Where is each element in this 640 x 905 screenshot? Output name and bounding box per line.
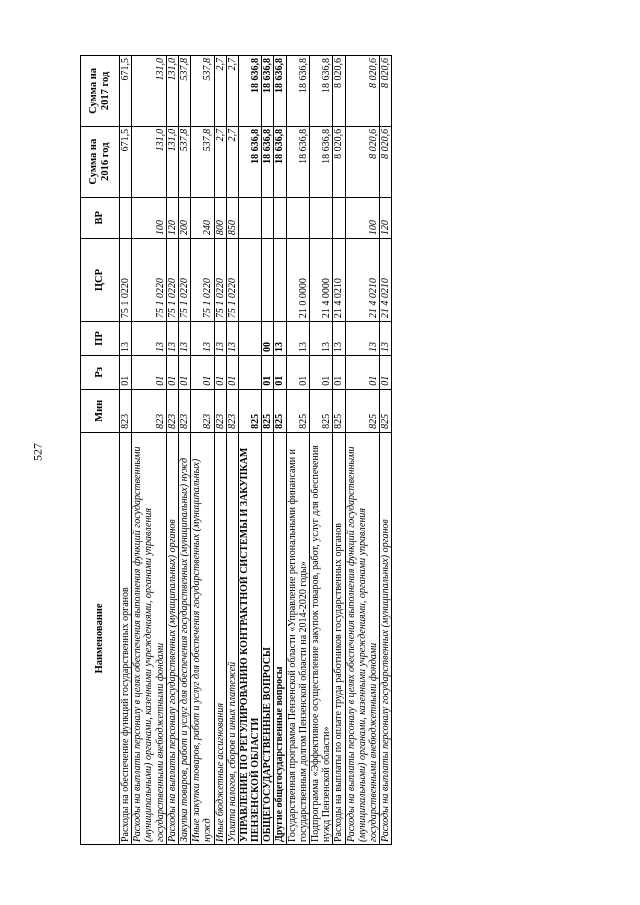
cell-vr: 200 <box>178 197 190 239</box>
cell-pr: 13 <box>274 322 286 356</box>
budget-table <box>80 55 392 845</box>
header-name: Наименование <box>81 432 120 844</box>
cell-sum-2016: 131,0 <box>132 126 167 197</box>
table-row <box>191 56 214 845</box>
table-row <box>380 56 392 845</box>
cell-sum-2016: 671,5 <box>120 126 132 197</box>
cell-min: 825 <box>286 389 309 432</box>
cell-min: 825 <box>333 389 345 432</box>
cell-rz: 01 <box>214 355 226 389</box>
cell-rz <box>238 355 261 389</box>
cell-pr: 13 <box>214 322 226 356</box>
cell-min: 823 <box>178 389 190 432</box>
header-rz: Рз <box>81 355 120 389</box>
cell-vr <box>238 197 261 239</box>
cell-sum-2016: 537,8 <box>178 126 190 197</box>
table-row <box>214 56 226 845</box>
cell-vr: 850 <box>226 197 238 239</box>
cell-csr: 75 1 0220 <box>178 239 190 322</box>
cell-rz: 01 <box>166 355 178 389</box>
cell-sum-2017: 131,0 <box>132 56 167 127</box>
cell-sum-2016: 18 636,8 <box>286 126 309 197</box>
cell-min: 823 <box>226 389 238 432</box>
cell-rz: 01 <box>226 355 238 389</box>
cell-pr: 13 <box>286 322 309 356</box>
cell-min: 823 <box>191 389 214 432</box>
cell-rz: 01 <box>286 355 309 389</box>
cell-sum-2016: 8 020,6 <box>333 126 345 197</box>
header-csr: ЦСР <box>81 239 120 322</box>
table-row <box>238 56 261 845</box>
header-sum-2016: Сумма на 2016 год <box>81 126 120 197</box>
cell-name: Расходы на выплаты по оплате труда работников государственных органов <box>333 432 345 844</box>
cell-name: Расходы на выплаты персоналу в целях обеспечения выполнения функций государственными (муниципальными) органами, казенными учреждениями, органами управления государственными внебюджетными фондами <box>132 432 167 844</box>
cell-sum-2016: 18 636,8 <box>274 126 286 197</box>
cell-csr: 21 4 0210 <box>380 239 392 322</box>
cell-name: Расходы на обеспечение функций государственных органов <box>120 432 132 844</box>
page-number: 527 <box>30 443 45 461</box>
table-row <box>286 56 309 845</box>
rotated-table-container <box>80 55 565 845</box>
cell-csr: 75 1 0220 <box>226 239 238 322</box>
cell-rz: 01 <box>132 355 167 389</box>
cell-rz: 01 <box>310 355 333 389</box>
table-row <box>132 56 167 845</box>
cell-min: 823 <box>120 389 132 432</box>
cell-sum-2016: 18 636,8 <box>238 126 261 197</box>
cell-sum-2017: 2,7 <box>214 56 226 127</box>
cell-vr <box>262 197 274 239</box>
table-row <box>262 56 274 845</box>
cell-csr: 21 4 0210 <box>333 239 345 322</box>
cell-vr <box>333 197 345 239</box>
cell-rz: 01 <box>191 355 214 389</box>
cell-rz: 01 <box>380 355 392 389</box>
cell-name: Расходы на выплаты персоналу в целях обеспечения выполнения функций государственными (муниципальными) органами, казенными учреждениями, органами управления государственными внебюджетными фондами <box>345 432 380 844</box>
cell-pr: 13 <box>166 322 178 356</box>
cell-sum-2017: 537,8 <box>191 56 214 127</box>
cell-rz: 01 <box>274 355 286 389</box>
cell-pr: 13 <box>120 322 132 356</box>
cell-csr: 21 0 0000 <box>286 239 309 322</box>
cell-rz: 01 <box>345 355 380 389</box>
cell-sum-2016: 8 020,6 <box>345 126 380 197</box>
table-row <box>274 56 286 845</box>
cell-sum-2016: 2,7 <box>214 126 226 197</box>
header-vr: ВР <box>81 197 120 239</box>
cell-name: ОБЩЕГОСУДАРСТВЕННЫЕ ВОПРОСЫ <box>262 432 274 844</box>
cell-min: 825 <box>274 389 286 432</box>
cell-min: 823 <box>166 389 178 432</box>
cell-sum-2017: 2,7 <box>226 56 238 127</box>
table-row <box>166 56 178 845</box>
cell-sum-2017: 18 636,8 <box>286 56 309 127</box>
cell-name: Иные закупки товаров, работ и услуг для обеспечения государственных (муниципальных) нужд <box>191 432 214 844</box>
header-min: Мин <box>81 389 120 432</box>
cell-sum-2017: 18 636,8 <box>262 56 274 127</box>
cell-vr: 120 <box>166 197 178 239</box>
cell-sum-2017: 131,0 <box>166 56 178 127</box>
cell-name: Закупка товаров, работ и услуг для обеспечения государственных (муниципальных) нужд <box>178 432 190 844</box>
cell-sum-2016: 131,0 <box>166 126 178 197</box>
cell-csr: 75 1 0220 <box>132 239 167 322</box>
cell-sum-2016: 18 636,8 <box>310 126 333 197</box>
cell-csr <box>274 239 286 322</box>
table-row <box>178 56 190 845</box>
cell-vr: 100 <box>132 197 167 239</box>
cell-pr <box>238 322 261 356</box>
cell-name: Подпрограмма «Эффективное осуществление закупок товаров, работ, услуг для обеспечения нужд Пензенской области» <box>310 432 333 844</box>
cell-vr <box>120 197 132 239</box>
cell-sum-2017: 8 020,6 <box>333 56 345 127</box>
cell-pr: 13 <box>345 322 380 356</box>
cell-rz: 01 <box>120 355 132 389</box>
cell-vr: 100 <box>345 197 380 239</box>
table-body <box>120 56 392 845</box>
table-row <box>120 56 132 845</box>
cell-vr: 240 <box>191 197 214 239</box>
cell-csr: 21 4 0000 <box>310 239 333 322</box>
cell-name: Расходы на выплаты персоналу государственных (муниципальных) органов <box>166 432 178 844</box>
cell-min: 825 <box>238 389 261 432</box>
cell-rz: 01 <box>333 355 345 389</box>
cell-min: 825 <box>310 389 333 432</box>
cell-sum-2017: 18 636,8 <box>238 56 261 127</box>
cell-csr <box>262 239 274 322</box>
table-header-row <box>81 56 120 845</box>
cell-sum-2017: 18 636,8 <box>274 56 286 127</box>
cell-min: 825 <box>380 389 392 432</box>
cell-name: Другие общегосударственные вопросы <box>274 432 286 844</box>
cell-vr: 120 <box>380 197 392 239</box>
table-row <box>333 56 345 845</box>
cell-sum-2017: 8 020,6 <box>345 56 380 127</box>
cell-pr: 13 <box>132 322 167 356</box>
cell-csr: 75 1 0220 <box>120 239 132 322</box>
cell-min: 823 <box>132 389 167 432</box>
cell-sum-2016: 2,7 <box>226 126 238 197</box>
cell-name: Иные бюджетные ассигнования <box>214 432 226 844</box>
cell-vr <box>274 197 286 239</box>
table-row <box>310 56 333 845</box>
cell-sum-2016: 537,8 <box>191 126 214 197</box>
cell-pr: 13 <box>310 322 333 356</box>
cell-name: УПРАВЛЕНИЕ ПО РЕГУЛИРОВАНИЮ КОНТРАКТНОЙ СИСТЕМЫ И ЗАКУПКАМ ПЕНЗЕНСКОЙ ОБЛАСТИ <box>238 432 261 844</box>
cell-csr: 21 4 0210 <box>345 239 380 322</box>
cell-csr: 75 1 0220 <box>214 239 226 322</box>
cell-pr: 13 <box>191 322 214 356</box>
cell-sum-2017: 8 020,6 <box>380 56 392 127</box>
table-row <box>226 56 238 845</box>
cell-pr: 13 <box>178 322 190 356</box>
cell-pr: 00 <box>262 322 274 356</box>
cell-rz: 01 <box>262 355 274 389</box>
cell-pr: 13 <box>226 322 238 356</box>
header-sum-2017: Сумма на 2017 год <box>81 56 120 127</box>
cell-min: 823 <box>214 389 226 432</box>
cell-rz: 01 <box>178 355 190 389</box>
cell-name: Расходы на выплаты персоналу государственных (муниципальных) органов <box>380 432 392 844</box>
cell-vr: 800 <box>214 197 226 239</box>
table-row <box>345 56 380 845</box>
header-pr: ПР <box>81 322 120 356</box>
cell-csr: 75 1 0220 <box>191 239 214 322</box>
cell-csr: 75 1 0220 <box>166 239 178 322</box>
cell-min: 825 <box>345 389 380 432</box>
cell-sum-2016: 18 636,8 <box>262 126 274 197</box>
cell-sum-2017: 671,5 <box>120 56 132 127</box>
cell-vr <box>286 197 309 239</box>
cell-csr <box>238 239 261 322</box>
cell-sum-2017: 537,8 <box>178 56 190 127</box>
cell-pr: 13 <box>333 322 345 356</box>
cell-sum-2017: 18 636,8 <box>310 56 333 127</box>
cell-name: Уплата налогов, сборов и иных платежей <box>226 432 238 844</box>
cell-min: 825 <box>262 389 274 432</box>
cell-pr: 13 <box>380 322 392 356</box>
cell-vr <box>310 197 333 239</box>
cell-sum-2016: 8 020,6 <box>380 126 392 197</box>
cell-name: Государственная программа Пензенской области «Управление региональными финансами и государственным долгом Пензенской области на 2014-2020 годы» <box>286 432 309 844</box>
